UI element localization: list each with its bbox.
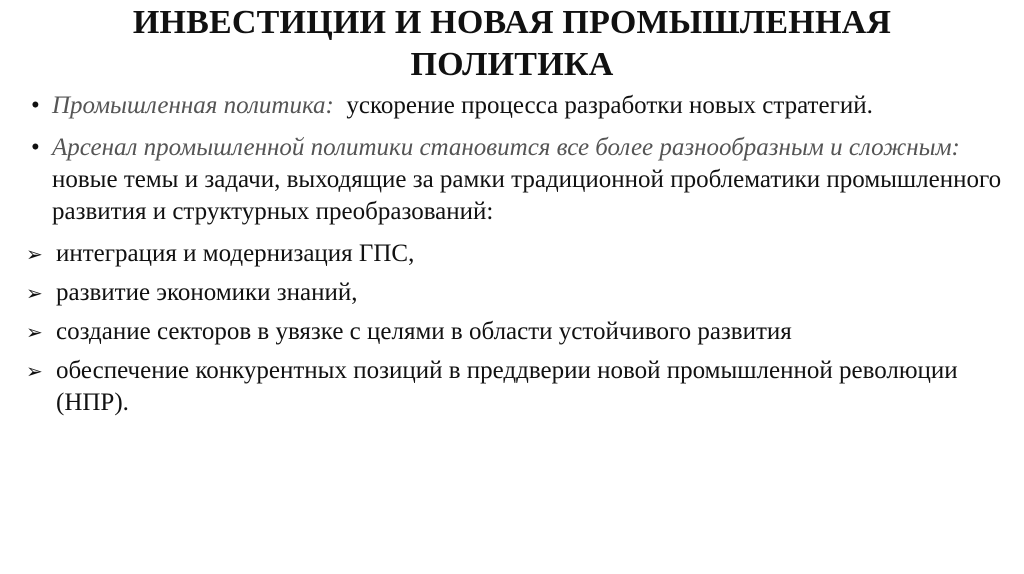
bullet-lead-text: Арсенал промышленной политики становится все более разнообразным и сложным: (52, 134, 960, 161)
sub-item-gps (26, 238, 1011, 270)
sub-item-text: развитие экономики знаний, (56, 279, 358, 306)
bullet-body-text: новые темы и задачи, выходящие за рамки традиционной проблематики промышленного развития и структурных преобразований: (52, 166, 1002, 225)
sub-item-competitive-positions (26, 355, 1011, 419)
arrow-bullet-icon: ➢ (26, 281, 43, 305)
arrow-bullet-icon: ➢ (26, 242, 43, 266)
sub-item-text: создание секторов в увязке с целями в области устойчивого развития (56, 318, 792, 345)
bullet-marker: • (31, 134, 40, 161)
slide-title (0, 2, 1024, 86)
bullet-item-arsenal (26, 132, 1011, 228)
sub-item-text: обеспечение конкурентных позиций в преддверии новой промышленной революции (НПР). (56, 357, 958, 416)
bullet-lead-text: Промышленная политика: (52, 92, 334, 119)
arrow-bullet-icon: ➢ (26, 359, 43, 383)
sub-item-sustainable-development (26, 316, 1011, 348)
arrow-bullet-icon: ➢ (26, 320, 43, 344)
sub-item-knowledge-economy (26, 277, 1011, 309)
bullet-marker: • (31, 92, 40, 119)
bullet-item-industrial-policy (26, 90, 1011, 122)
slide-title-line-1: ИНВЕСТИЦИИ И НОВАЯ ПРОМЫШЛЕННАЯ (132, 4, 892, 41)
bullet-body-text: ускорение процесса разработки новых стратегий. (346, 92, 873, 119)
slide-title-line-2: ПОЛИТИКА (410, 46, 614, 83)
sub-item-text: интеграция и модернизация ГПС, (56, 240, 415, 267)
slide-content (26, 90, 1011, 426)
